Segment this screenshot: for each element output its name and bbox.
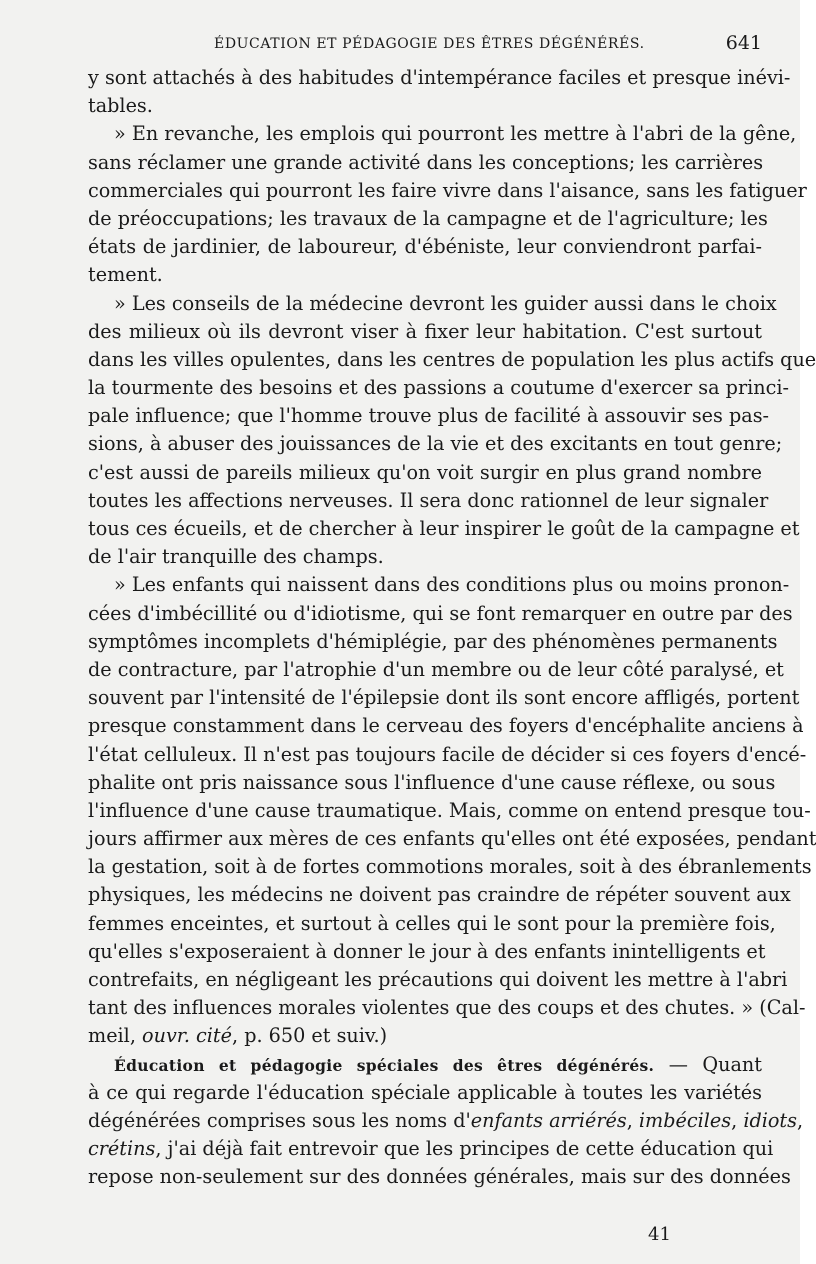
text-line: l'état celluleux. Il n'est pas toujours facile de décider si ces foyers d'encé- (88, 742, 807, 766)
text-line: sans réclamer une grande activité dans les conceptions; les carrières (88, 150, 764, 174)
citation-line: meil, ouvr. cité, p. 650 et suiv.) (88, 1024, 388, 1048)
text-line: de contracture, par l'atrophie d'un membre ou de leur côté paralysé, et (88, 657, 784, 681)
section-heading-line (88, 1051, 762, 1079)
section-lead: — Quant (654, 1052, 763, 1076)
text-line: dégénérées comprises sous les noms d'enfants arriérés, imbéciles, idiots, (88, 1108, 804, 1132)
running-head (88, 34, 762, 56)
text-line: l'influence d'une cause traumatique. Mais, comme on entend presque tou- (88, 798, 811, 822)
text-line: commerciales qui pourront les faire vivre dans l'aisance, sans les fatiguer (88, 178, 807, 202)
signature-mark: 41 (648, 1224, 671, 1245)
text-line: tement. (88, 263, 163, 287)
text-line: tant des influences morales violentes que des coups et des chutes. » (Cal- (88, 996, 806, 1020)
text-line: jours affirmer aux mères de ces enfants qu'elles ont été exposées, pendant (88, 827, 816, 851)
running-title: ÉDUCATION ET PÉDAGOGIE DES ÊTRES DÉGÉNÉRÉS. (214, 36, 645, 52)
text-line: la tourmente des besoins et des passions a coutume d'exercer sa princi- (88, 376, 789, 400)
term: crétins (88, 1137, 156, 1161)
text-line: sions, à abuser des jouissances de la vie et des excitants en tout genre; (88, 432, 783, 456)
text-line: qu'elles s'exposeraient à donner le jour à des enfants inintelligents et (88, 939, 766, 963)
page-number: 641 (725, 32, 762, 54)
text-line: y sont attachés à des habitudes d'intempérance faciles et presque inévi- (88, 66, 791, 89)
text-line: dans les villes opulentes, dans les centres de population les plus actifs que (88, 347, 816, 371)
text-line: repose non-seulement sur des données générales, mais sur des données (88, 1165, 791, 1189)
text-line: pale influence; que l'homme trouve plus de facilité à assouvir ses pas- (88, 404, 770, 428)
text-line: tous ces écueils, et de chercher à leur inspirer le goût de la campagne et (88, 517, 800, 540)
text-line: états de jardinier, de laboureur, d'ébéniste, leur conviendront parfai- (88, 235, 762, 259)
text-line: de préoccupations; les travaux de la campagne et de l'agriculture; les (88, 206, 768, 230)
text-line: souvent par l'intensité de l'épilepsie dont ils sont encore affligés, portent (88, 686, 800, 710)
term: enfants arriérés (470, 1108, 627, 1132)
text-line: à ce qui regarde l'éducation spéciale applicable à toutes les variétés (88, 1080, 762, 1104)
text-line: physiques, les médecins ne doivent pas craindre de répéter souvent aux (88, 883, 791, 907)
text-line: phalite ont pris naissance sous l'influence d'une cause réflexe, ou sous (88, 770, 776, 794)
text-line: cées d'imbécillité ou d'idiotisme, qui se font remarquer en outre par des (88, 601, 793, 625)
paragraph-lines (88, 64, 816, 1022)
cited-work: ouvr. cité (142, 1024, 232, 1048)
text-line: de l'air tranquille des champs. (88, 545, 384, 569)
term: idiots (743, 1108, 797, 1132)
body-text (88, 64, 816, 1192)
text-line: » Les enfants qui naissent dans des conditions plus ou moins pronon- (114, 573, 790, 597)
text-line: » En revanche, les emplois qui pourront les mettre à l'abri de la gêne, (114, 122, 797, 146)
text-line: la gestation, soit à de fortes commotions morales, soit à des ébranlements (88, 855, 812, 879)
text-line: des milieux où ils devront viser à fixer leur habitation. C'est surtout (88, 319, 762, 343)
text-line: toutes les affections nerveuses. Il sera donc rationnel de leur signaler (88, 488, 769, 512)
text-line: crétins, j'ai déjà fait entrevoir que les principes de cette éducation qui (88, 1137, 774, 1161)
text-line: presque constamment dans le cerveau des foyers d'encéphalite anciens à (88, 714, 804, 738)
term: imbéciles (638, 1108, 732, 1132)
text-line: femmes enceintes, et surtout à celles qui le sont pour la première fois, (88, 911, 776, 935)
text-line: symptômes incomplets d'hémiplégie, par des phénomènes permanents (88, 629, 778, 653)
text-line: contrefaits, en négligeant les précautions qui doivent les mettre à l'abri (88, 968, 788, 991)
text-line: tables. (88, 94, 153, 118)
text-line: » Les conseils de la médecine devront les guider aussi dans le choix (114, 291, 777, 315)
section-title: Éducation et pédagogie spéciales des êtres dégénérés. (114, 1055, 655, 1075)
text-line: c'est aussi de pareils milieux qu'on voit surgir en plus grand nombre (88, 460, 762, 484)
